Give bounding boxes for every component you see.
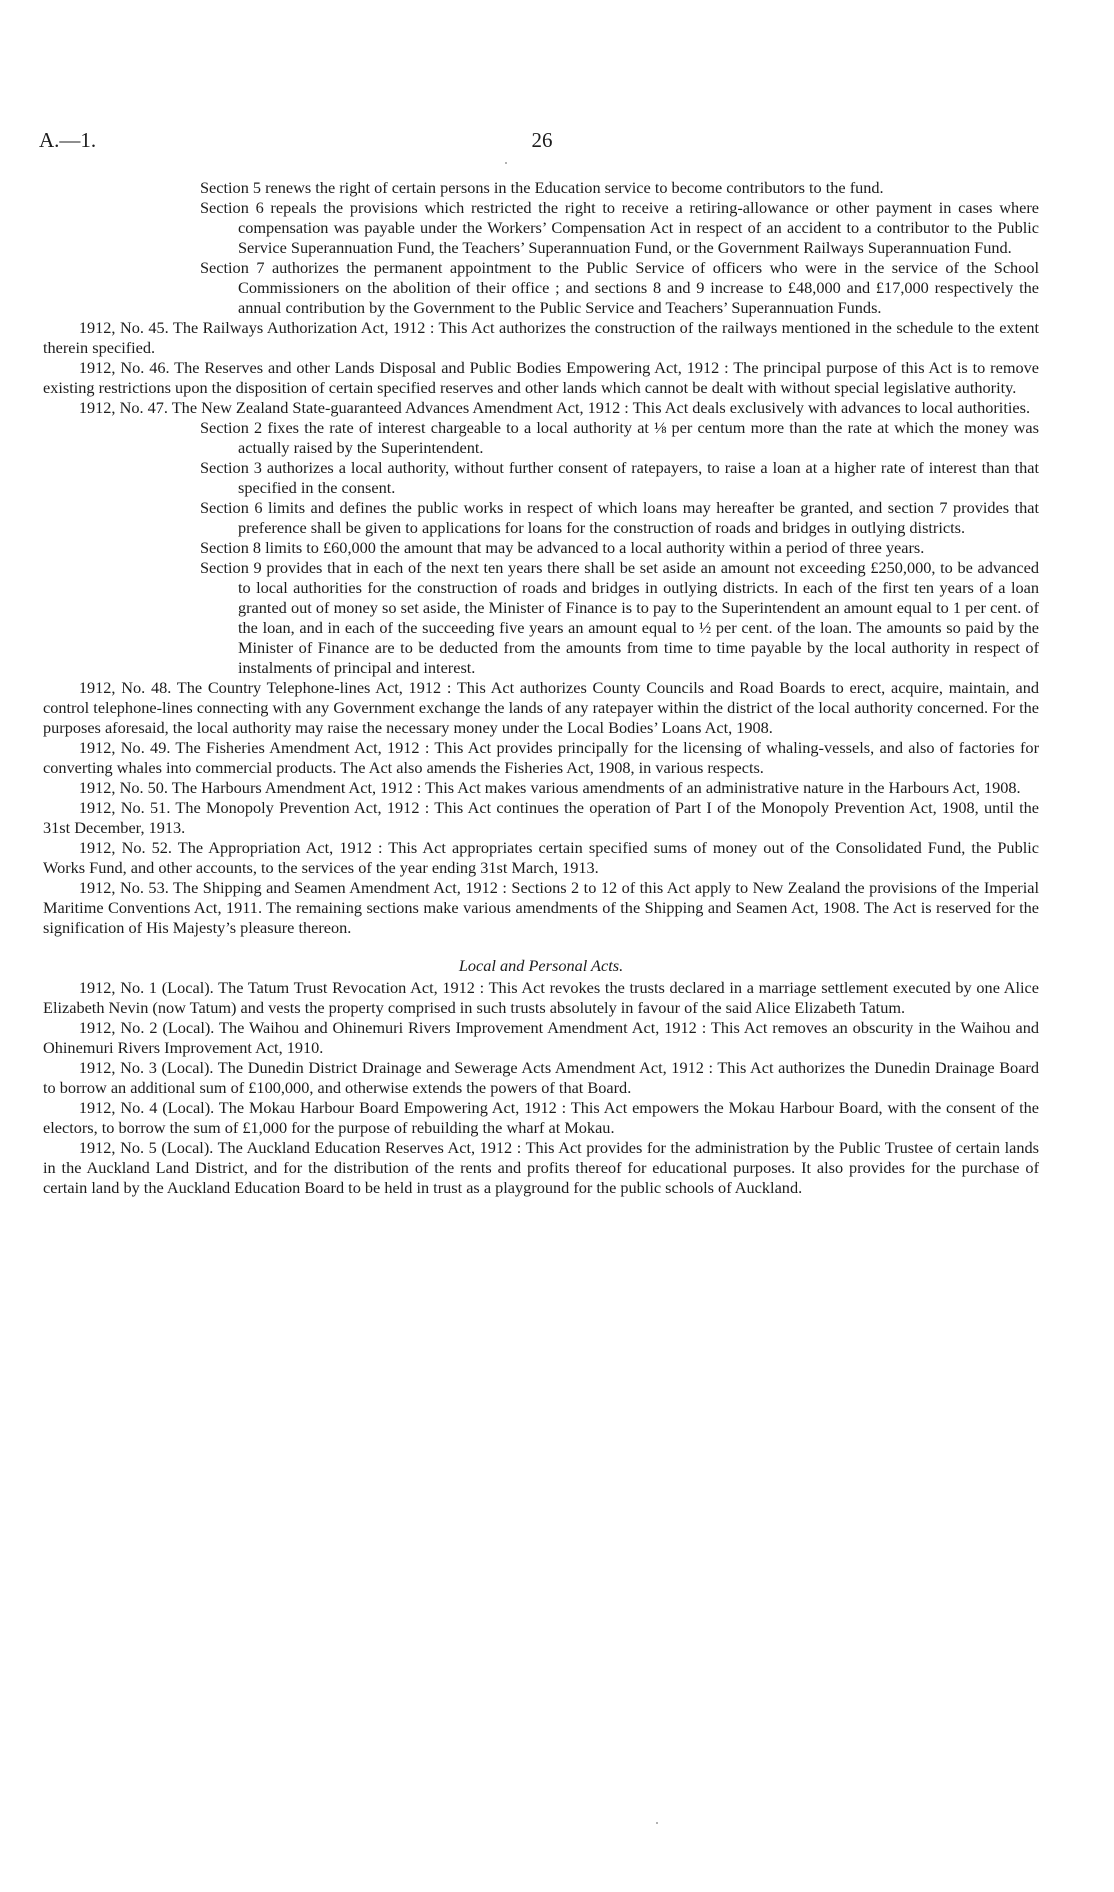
- act-paragraph: 1912, No. 48. The Country Telephone-lines Act, 1912 : This Act authorizes County Councils and Road Boards to erect, acquire, maintain, and control telephone-lines connecting with any Government exchange the lands of any ratepayer within the district of the local authority concerned. For the purposes aforesaid, the local authority may raise the necessary money under the Local Bodies’ Loans Act, 1908.: [43, 678, 1039, 737]
- page-header: [39, 128, 1045, 158]
- act-paragraph: 1912, No. 46. The Reserves and other Lands Disposal and Public Bodies Empowering Act, 1912 : The principal purpose of this Act is to remove existing restrictions upon the disposition of certain specified reserves and other lands which cannot be dealt with without special legislative authority.: [43, 358, 1039, 397]
- act-paragraph: 1912, No. 53. The Shipping and Seamen Amendment Act, 1912 : Sections 2 to 12 of this Act apply to New Zealand the provisions of the Imperial Maritime Conventions Act, 1911. The remaining sections make various amendments of the Shipping and Seamen Act, 1908. The Act is reserved for the signification of His Majesty’s pleasure thereon.: [43, 878, 1039, 937]
- act-paragraph: 1912, No. 5 (Local). The Auckland Education Reserves Act, 1912 : This Act provides for the administration by the Public Trustee of certain lands in the Auckland Land District, and for the distribution of the rents and profits thereof for educational purposes. It also provides for the purchase of certain land by the Auckland Education Board to be held in trust as a playground for the public schools of Auckland.: [43, 1138, 1039, 1197]
- section-paragraph: Section 5 renews the right of certain persons in the Education service to become contributors to the fund.: [200, 178, 884, 197]
- act-paragraph: 1912, No. 4 (Local). The Mokau Harbour Board Empowering Act, 1912 : This Act empowers the Mokau Harbour Board, with the consent of the electors, to borrow the sum of £1,000 for the purpose of rebuilding the wharf at Mokau.: [43, 1098, 1039, 1137]
- act-paragraph: 1912, No. 47. The New Zealand State-guaranteed Advances Amendment Act, 1912 : This Act deals exclusively with advances to local authorities.: [78, 398, 1031, 417]
- act-paragraph: 1912, No. 51. The Monopoly Prevention Act, 1912 : This Act continues the operation of Part I of the Monopoly Prevention Act, 1908, until the 31st December, 1913.: [43, 798, 1039, 837]
- act-paragraph: 1912, No. 52. The Appropriation Act, 1912 : This Act appropriates certain specified sums of money out of the Consolidated Fund, the Public Works Fund, and other accounts, to the services of the year ending 31st March, 1913.: [43, 838, 1039, 877]
- section-paragraph: Section 6 repeals the provisions which restricted the right to receive a retiring-allowance or other payment in cases where compensation was payable under the Workers’ Compensation Act in respect of an accident to a contributor to the Public Service Superannuation Fund, the Teachers’ Superannuation Fund, or the Government Railways Superannuation Fund.: [200, 198, 1039, 257]
- section-paragraph: Section 9 provides that in each of the next ten years there shall be set aside an amount not exceeding £250,000, to be advanced to local authorities for the construction of roads and bridges in outlying districts. In each of the first ten years of a loan granted out of money so set aside, the Minister of Finance is to pay to the Superintendent an amount equal to 1 per cent. of the loan, and in each of the succeeding five years an amount equal to ½ per cent. of the loan. The amounts so paid by the Minister of Finance are to be deducted from the amounts from time to time payable by the local authority in respect of instalments of principal and interest.: [200, 558, 1039, 677]
- section-paragraph: Section 8 limits to £60,000 the amount that may be advanced to a local authority within a period of three years.: [200, 538, 925, 557]
- section-paragraph: Section 6 limits and defines the public works in respect of which loans may hereafter be granted, and section 7 provides that preference shall be given to applications for loans for the construction of roads and bridges in outlying districts.: [200, 498, 1039, 537]
- document-body: [43, 178, 1039, 1198]
- document-reference: A.—1.: [39, 128, 97, 152]
- section-heading: Local and Personal Acts.: [458, 956, 624, 975]
- act-paragraph: 1912, No. 3 (Local). The Dunedin District Drainage and Sewerage Acts Amendment Act, 1912 : This Act authorizes the Dunedin Drainage Board to borrow an additional sum of £100,000, and otherwise extends the powers of that Board.: [43, 1058, 1039, 1097]
- act-paragraph: 1912, No. 49. The Fisheries Amendment Act, 1912 : This Act provides principally for the licensing of whaling-vessels, and also of factories for converting whales into commercial products. The Act also amends the Fisheries Act, 1908, in various respects.: [43, 738, 1039, 777]
- paper-speck: [505, 162, 507, 164]
- act-paragraph: 1912, No. 1 (Local). The Tatum Trust Revocation Act, 1912 : This Act revokes the trusts declared in a marriage settlement executed by one Alice Elizabeth Nevin (now Tatum) and vests the property comprised in such trusts absolutely in favour of the said Alice Elizabeth Tatum.: [43, 978, 1039, 1017]
- section-paragraph: Section 3 authorizes a local authority, without further consent of ratepayers, to raise a loan at a higher rate of interest than that specified in the consent.: [200, 458, 1039, 497]
- paper-speck: [656, 1822, 658, 1824]
- act-paragraph: 1912, No. 45. The Railways Authorization Act, 1912 : This Act authorizes the construction of the railways mentioned in the schedule to the extent therein specified.: [43, 318, 1039, 357]
- act-paragraph: 1912, No. 50. The Harbours Amendment Act, 1912 : This Act makes various amendments of an administrative nature in the Harbours Act, 1908.: [78, 778, 1021, 797]
- section-paragraph: Section 7 authorizes the permanent appointment to the Public Service of officers who were in the service of the School Commissioners on the abolition of their office ; and sections 8 and 9 increase to £48,000 and £17,000 respectively the annual contribution by the Government to the Public Service and Teachers’ Superannuation Funds.: [200, 258, 1039, 317]
- act-paragraph: 1912, No. 2 (Local). The Waihou and Ohinemuri Rivers Improvement Amendment Act, 1912 : This Act removes an obscurity in the Waihou and Ohinemuri Rivers Improvement Act, 1910.: [43, 1018, 1039, 1057]
- section-paragraph: Section 2 fixes the rate of interest chargeable to a local authority at ⅛ per centum more than the rate at which the money was actually raised by the Superintendent.: [200, 418, 1039, 457]
- page-number: 26: [531, 128, 553, 152]
